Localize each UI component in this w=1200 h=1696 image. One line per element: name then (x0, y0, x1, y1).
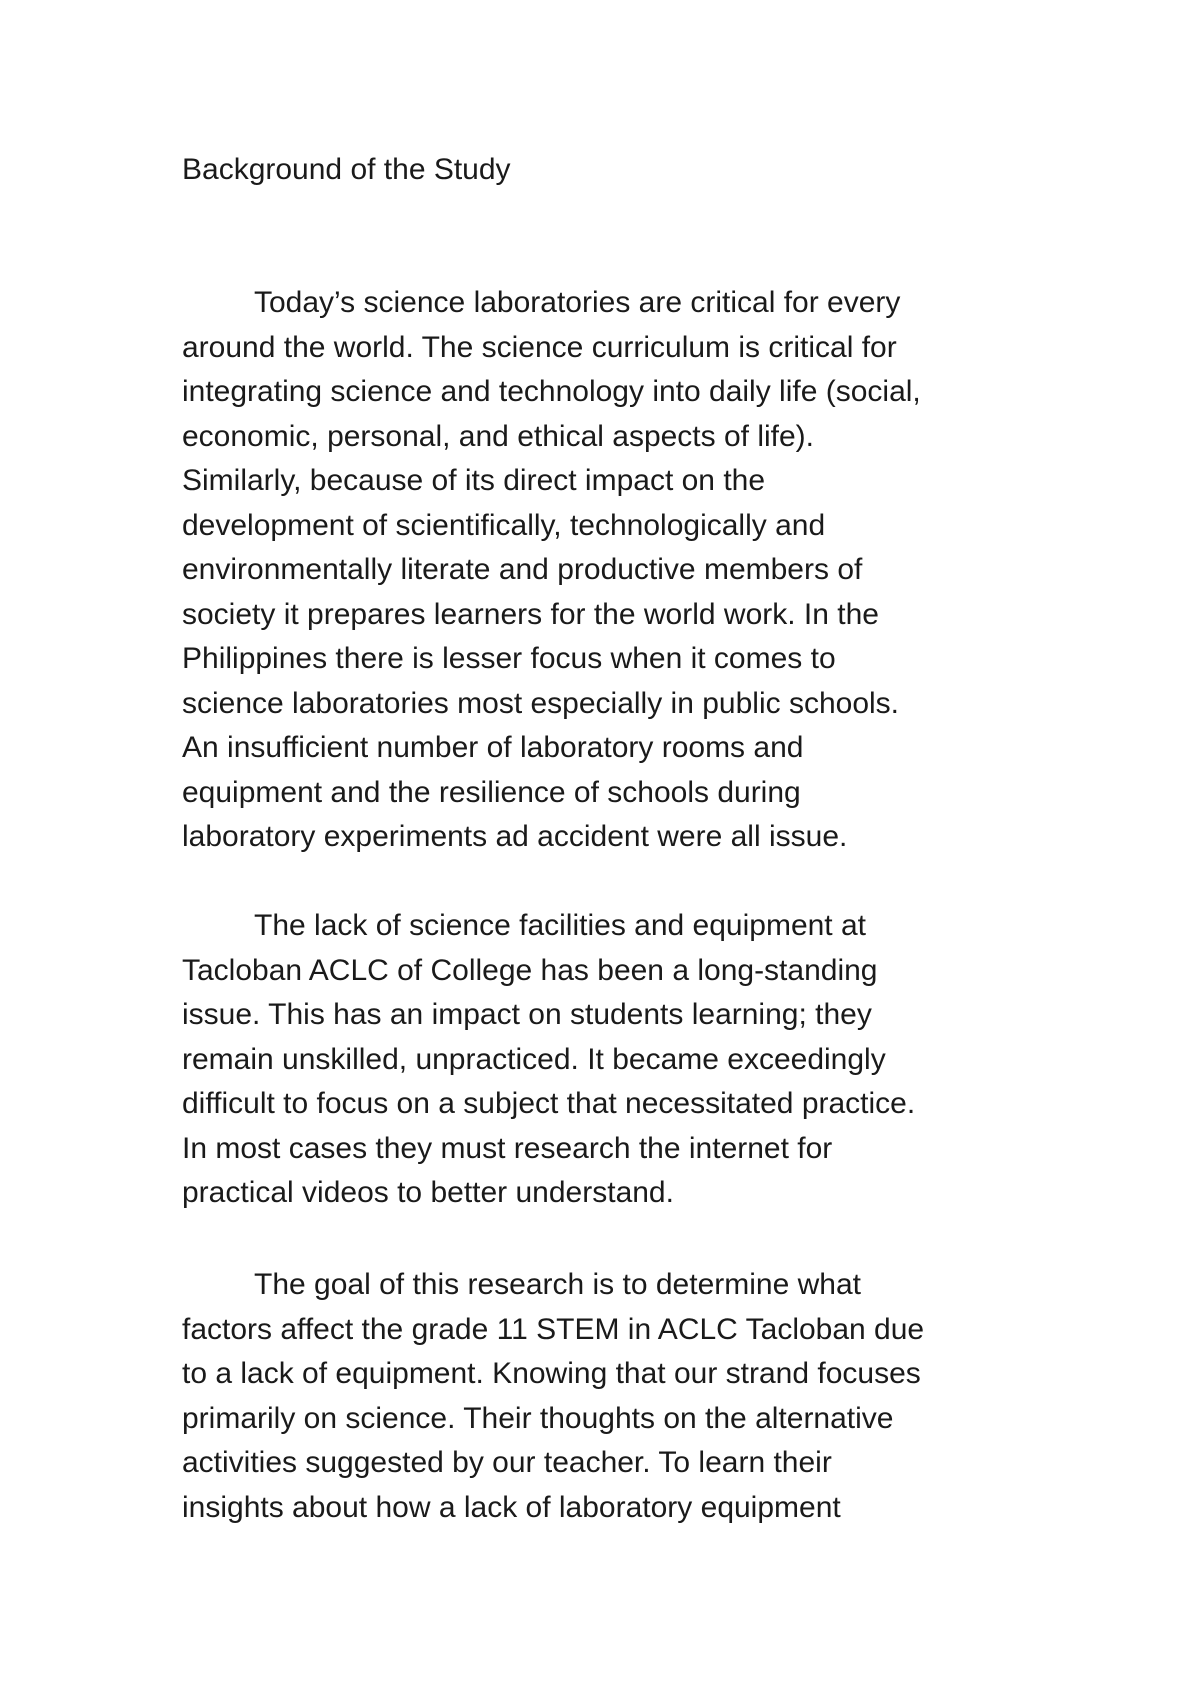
paragraph-line: equipment and the resilience of schools during (182, 775, 801, 809)
paragraph-line: issue. This has an impact on students learning; they (182, 998, 872, 1031)
paragraph-line: In most cases they must research the internet for (182, 1131, 833, 1165)
paragraph-line: economic, personal, and ethical aspects of life). (182, 419, 815, 453)
paragraph-line: around the world. The science curriculum is critical for (182, 330, 897, 364)
paragraph-line: Today’s science laboratories are critical for every (254, 286, 901, 319)
paragraph-line: development of scientifically, technologically and (182, 508, 826, 542)
paragraph-2 (182, 904, 1042, 1216)
paragraph-line: Similarly, because of its direct impact on the (182, 464, 766, 497)
paragraph-line: An insufficient number of laboratory rooms and (182, 731, 804, 764)
paragraph-line: activities suggested by our teacher. To learn their (182, 1446, 832, 1479)
paragraph-line: environmentally literate and productive members of (182, 553, 863, 586)
paragraph-line: science laboratories most especially in public schools. (182, 686, 900, 720)
paragraph-line: difficult to focus on a subject that necessitated practice. (182, 1087, 916, 1120)
paragraph-line: insights about how a lack of laboratory equipment (182, 1490, 841, 1524)
paragraph-line: primarily on science. Their thoughts on the alternative (182, 1401, 894, 1435)
paragraph-line: The lack of science facilities and equipment at (254, 909, 866, 942)
section-heading: Background of the Study (182, 153, 511, 186)
paragraph-line: practical videos to better understand. (182, 1176, 674, 1209)
paragraph-line: Philippines there is lesser focus when it comes to (182, 642, 836, 675)
paragraph-1 (182, 281, 1042, 860)
paragraph-line: to a lack of equipment. Knowing that our strand focuses (182, 1357, 921, 1390)
paragraph-line: society it prepares learners for the world work. In the (182, 597, 879, 631)
paragraph-line: factors affect the grade 11 STEM in ACLC Tacloban due (182, 1312, 925, 1346)
paragraph-3 (182, 1263, 1042, 1530)
paragraph-line: remain unskilled, unpracticed. It became exceedingly (182, 1042, 886, 1076)
paragraph-line: integrating science and technology into daily life (social, (182, 375, 921, 408)
paragraph-line: laboratory experiments ad accident were all issue. (182, 820, 848, 853)
paragraph-line: Tacloban ACLC of College has been a long-standing (182, 953, 878, 987)
paragraph-line: The goal of this research is to determine what (254, 1268, 861, 1301)
